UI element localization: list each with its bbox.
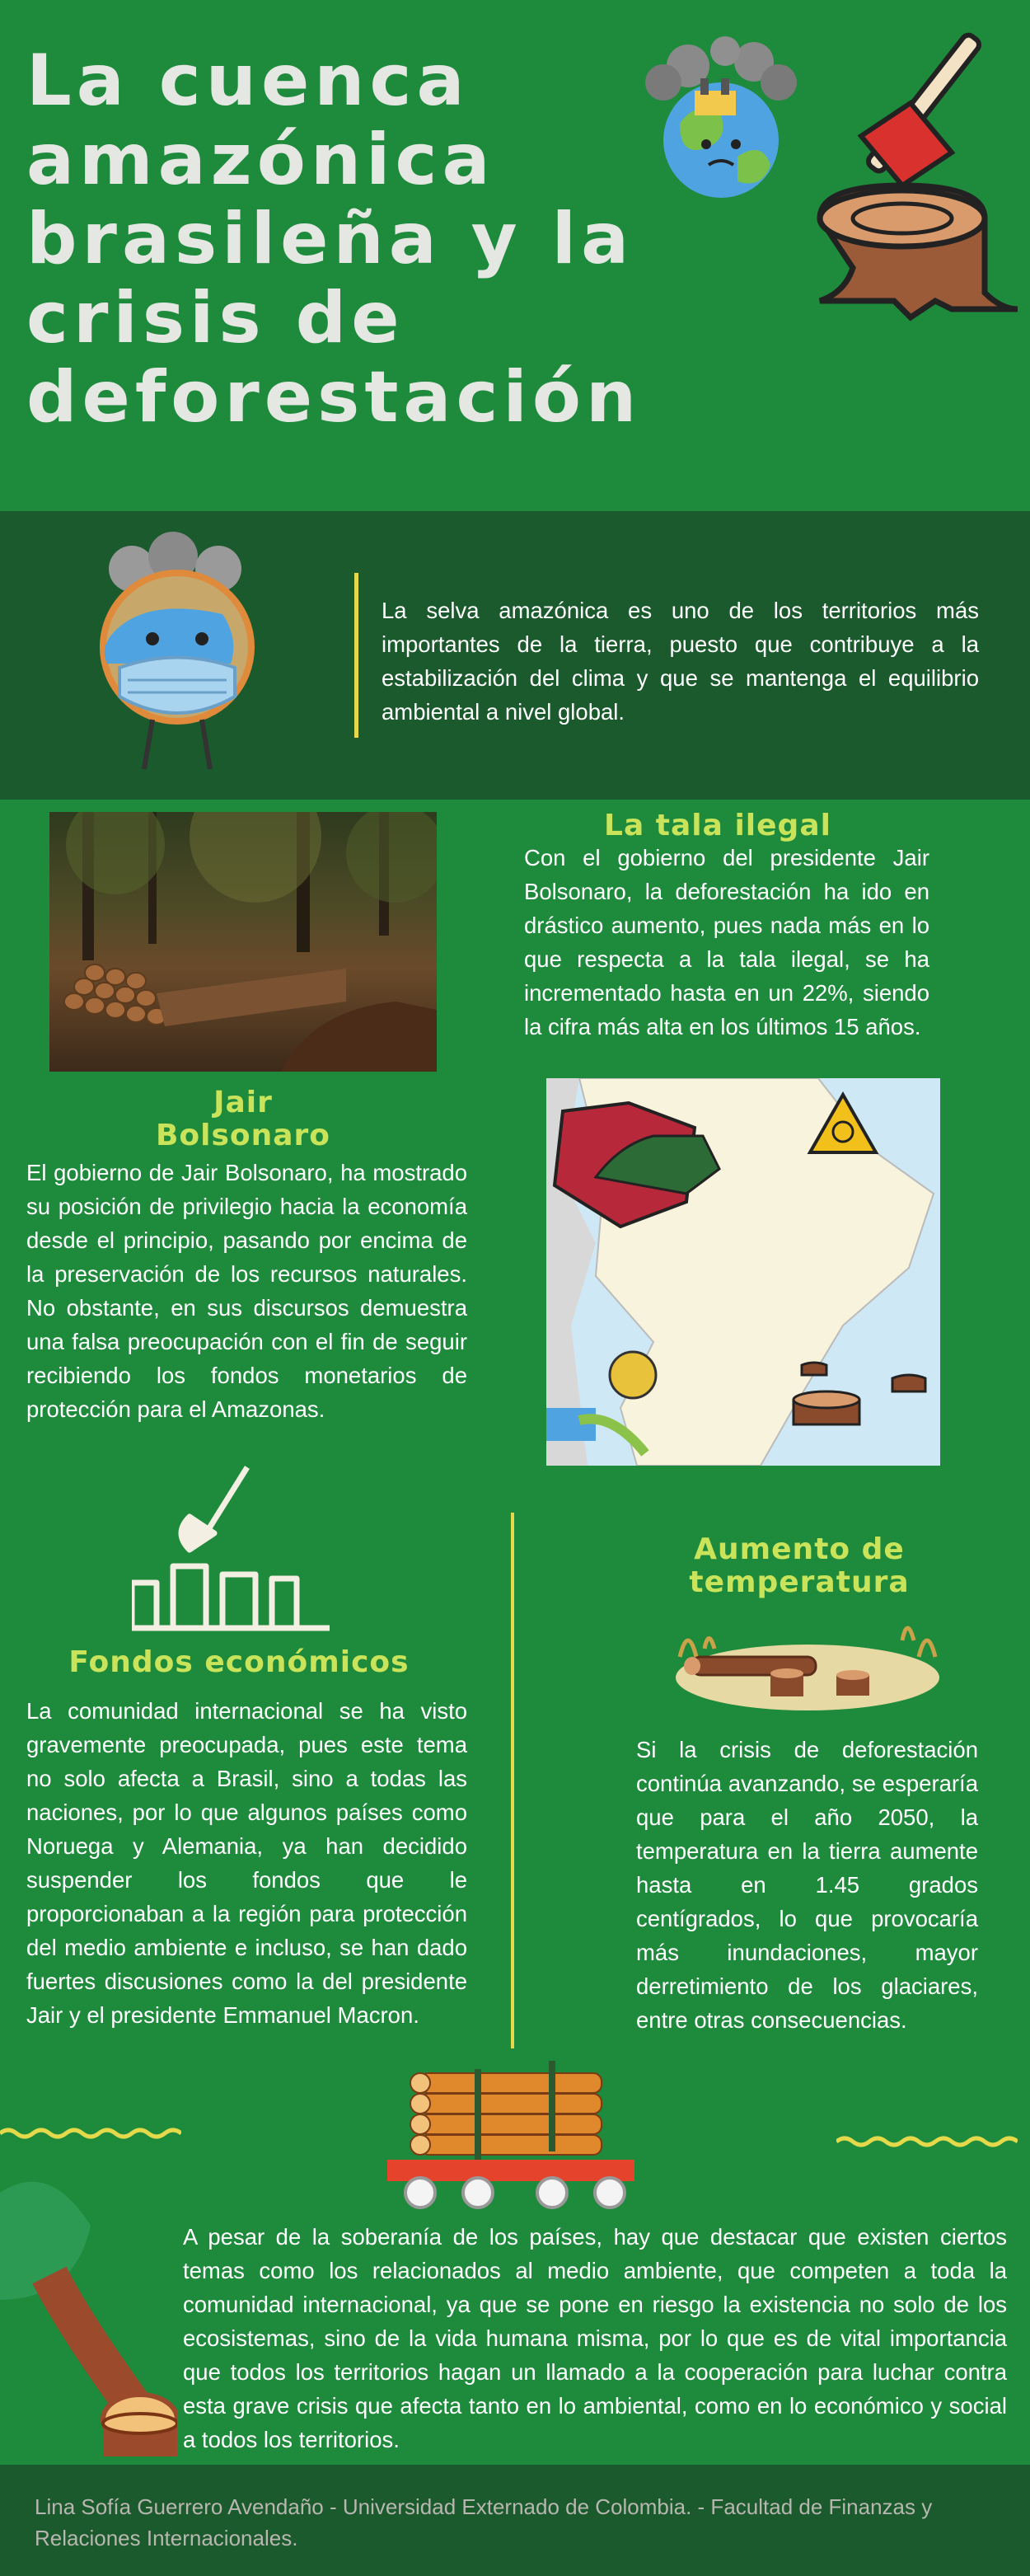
tala-text: Con el gobierno del presidente Jair Bolsonaro, la deforestación ha ido en drástico aumento, pues nada más en lo que respecta a la tala ilegal, se ha incrementado hasta en un 22%, siendo la cifra más alta en los últimos 15 años. <box>524 845 929 1039</box>
tala-heading: La tala ilegal <box>604 809 831 842</box>
temperatura-text: Si la crisis de deforestación continúa avanzando, se esperaría que para el año 2050, la temperatura en la tierra aumente hasta en 1.45 grados centígrados, lo que provocaría más inundaciones, mayor derretimiento de los glaciares, entre otras consecuencias. <box>636 1737 978 2033</box>
footer <box>0 2465 1030 2576</box>
intro-divider <box>354 573 358 738</box>
chopped-tree-icon <box>0 2176 177 2465</box>
bolsonaro-heading <box>111 1086 375 1152</box>
masked-earth-icon <box>82 532 272 779</box>
logs-forest-photo <box>49 812 437 1072</box>
footer-credit: Lina Sofía Guerrero Avendaño - Universidad Externado de Colombia. - Facultad de Finanzas y Relaciones Internacionales. <box>35 2494 933 2550</box>
log-cart-icon <box>387 2044 643 2217</box>
wave-decoration-left <box>0 2125 181 2142</box>
bolsonaro-heading-line2: Bolsonaro <box>155 1119 331 1152</box>
bolsonaro-heading-line1: Jair <box>213 1086 273 1119</box>
conclusion-text: A pesar de la soberanía de los países, hay que destacar que existen ciertos temas como los relacionados al medio ambiente, que competen a toda la comunidad internacional, ya que se pone en riesgo la existencia no solo de los ecosistemas, sino de la vida humana misma, por lo que es de vital importancia que todos los territorios hagan un llamado a la cooperación para luchar contra esta grave crisis que afecta tanto en lo ambiental, como en lo económico y social a todos los territorios. <box>183 2224 1007 2452</box>
fondos-heading: Fondos económicos <box>68 1645 410 1679</box>
axe-stump-icon <box>770 12 1030 334</box>
wave-decoration-right <box>836 2133 1018 2150</box>
temperatura-heading-line2: temperatura <box>689 1565 910 1599</box>
fondos-text: La comunidad internacional se ha visto gravemente preocupada, pues este tema no solo afecta a Brasil, sino a todas las naciones, por lo que algunos países como Noruega y Alemania, ya han decidido suspender los fondos que le proporcionaban a la región para protección del medio ambiente e incluso, se han dado fuertes discusiones como la del presidente Jair y el presidente Emmanuel Macron. <box>26 1698 467 2028</box>
brazil-map-illustration <box>546 1078 940 1466</box>
temperatura-heading <box>659 1533 939 1599</box>
intro-text: La selva amazónica es uno de los territorios más importantes de la tierra, puesto que contribuye a la estabilización del clima y que se mantenga el equilibrio ambiental a nivel global. <box>382 598 979 725</box>
axe-forest-line-icon <box>132 1459 330 1632</box>
center-divider <box>511 1513 514 2048</box>
page-title: La cuenca amazónica brasileña y la crisis de deforestación <box>26 40 642 439</box>
bolsonaro-text: El gobierno de Jair Bolsonaro, ha mostrado su posición de privilegio hacia la economía desde el principio, pasando por encima de la preservación de los recursos naturales. No obstante, en sus discursos demuestra una falsa preocupación con el fin de seguir recibiendo los fondos monetarios de protección para el Amazonas. <box>26 1160 467 1422</box>
temperatura-heading-line1: Aumento de <box>694 1532 905 1566</box>
cut-logs-icon <box>672 1607 943 1715</box>
